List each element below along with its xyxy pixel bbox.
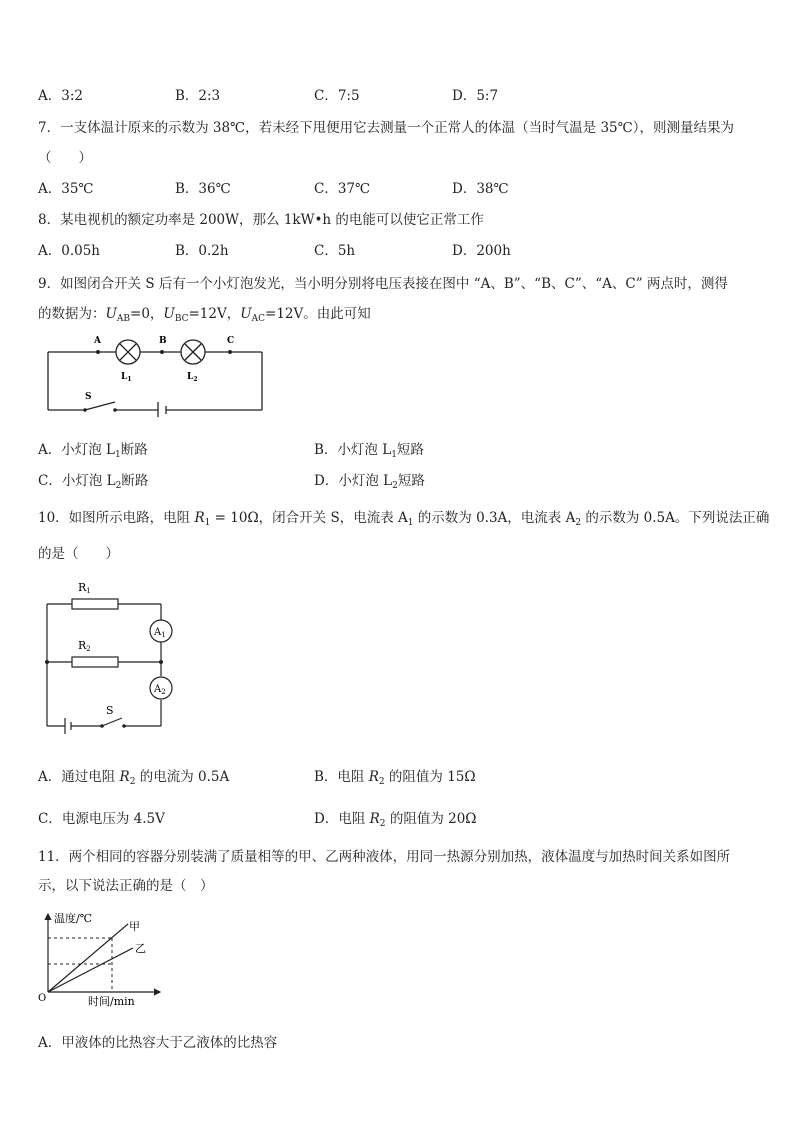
series-yi-line	[48, 948, 133, 992]
q10-stem-line1: 10．如图所示电路，电阻 $R_1 = 10\Omega$，闭合开关 S，电流表 $A_1$ 的示数为 0.3A，电流表 $A_2$ 的示数为 0.5A。下列说法正确	[38, 510, 770, 528]
series-jia-label: 甲	[129, 920, 140, 933]
node-c	[228, 350, 232, 354]
q6-option-a[interactable]: A．3:2	[38, 88, 83, 104]
q9-ubc-sub: BC	[174, 314, 189, 324]
q9-stem-line2	[38, 302, 371, 324]
svg-text:A1: $A_1$	[154, 627, 166, 639]
junction-right	[159, 660, 163, 664]
q8-option-c[interactable]: C．5h	[314, 243, 356, 259]
label-r2: R2	[78, 639, 91, 653]
q9-option-a[interactable]: A．小灯泡 $L_1$断路	[38, 442, 148, 460]
node-a	[96, 350, 100, 354]
q8-stem: 8．某电视机的额定功率是 200W，那么 1kW•h 的电能可以使它正常工作	[38, 212, 484, 228]
q9-uac-sub: AC	[251, 314, 266, 324]
svg-text:A2: $A_2$	[154, 684, 166, 696]
label-r1: R1	[78, 581, 91, 595]
q9-stem-prefix: 的数据为：	[38, 306, 106, 322]
q7-option-a[interactable]: A．35℃	[38, 181, 94, 197]
q9-ubc-symbol: U	[163, 306, 175, 322]
q9-uab-sub: AB	[116, 314, 131, 324]
junction-left	[45, 660, 49, 664]
switch-contact	[113, 408, 117, 412]
ammeter-a2-icon	[150, 677, 172, 699]
q7-option-d[interactable]: D．38℃	[452, 181, 509, 197]
label-l2: $L_2$	[187, 372, 198, 383]
q10-circuit-diagram	[40, 576, 185, 741]
switch-pivot	[100, 724, 104, 728]
q9-ubc-value: =12V，	[188, 306, 241, 322]
label-a: A	[94, 336, 101, 346]
lamp-l1-icon	[116, 340, 140, 364]
q8-option-d[interactable]: D．200h	[452, 243, 511, 259]
series-jia-line	[48, 924, 128, 992]
q9-option-b[interactable]: B．小灯泡 $L_1$短路	[314, 442, 424, 460]
q9-uab-value: =0，	[130, 306, 164, 322]
q9-uab-symbol: U	[105, 306, 117, 322]
q7-option-c[interactable]: C．37℃	[314, 181, 371, 197]
lamp-l2-icon	[181, 340, 205, 364]
q11-temperature-graph	[36, 908, 166, 1012]
q10-option-d[interactable]: D．电阻 $R_2$ 的阻值为 20Ω	[314, 811, 477, 829]
q8-option-a[interactable]: A．0.05h	[38, 243, 101, 259]
q10-option-b[interactable]: B．电阻 $R_2$ 的阻值为 15Ω	[314, 769, 476, 787]
q9-option-c[interactable]: C．小灯泡 $L_2$断路	[38, 473, 149, 491]
q9-uac-value: =12V。由此可知	[265, 306, 371, 322]
origin-label: O	[38, 993, 47, 1004]
q11-stem-line1: 11．两个相同的容器分别装满了质量相等的甲、乙两种液体，用同一热源分别加热，液体温度与加热时间关系如图所	[38, 849, 731, 865]
label-b: B	[159, 336, 167, 346]
label-c: C	[227, 336, 235, 346]
q10-stem-line2: 的是（ ）	[38, 546, 119, 562]
node-b	[160, 350, 164, 354]
q10-option-c[interactable]: C．电源电压为 4.5V	[38, 811, 165, 827]
y-axis-label: 温度/℃	[54, 912, 93, 925]
q9-option-d[interactable]: D．小灯泡 $L_2$短路	[314, 473, 425, 491]
q11-stem-line2: 示，以下说法正确的是（ ）	[38, 878, 214, 894]
q7-option-b[interactable]: B．36℃	[175, 181, 231, 197]
x-axis-label: 时间/min	[88, 995, 135, 1008]
q6-option-d[interactable]: D．5:7	[452, 88, 499, 104]
q6-option-c[interactable]: C．7:5	[314, 88, 360, 104]
q7-stem-line2: （ ）	[38, 150, 92, 166]
q8-option-b[interactable]: B．0.2h	[175, 243, 229, 259]
label-s: S	[85, 392, 92, 402]
q10-option-a[interactable]: A．通过电阻 $R_2$ 的电流为 0.5A	[38, 769, 230, 787]
q7-stem-line1: 7．一支体温计原来的示数为 38℃，若未经下甩便用它去测量一个正常人的体温（当时气温是 35℃），则测量结果为	[38, 120, 734, 136]
q11-option-a[interactable]: A．甲液体的比热容大于乙液体的比热容	[38, 1035, 278, 1051]
switch-pivot	[83, 408, 87, 412]
ammeter-a1-icon	[150, 620, 172, 642]
q9-circuit-diagram	[40, 332, 270, 417]
series-yi-label: 乙	[135, 942, 146, 955]
label-l1: $L_1$	[121, 372, 132, 383]
switch-contact	[122, 724, 126, 728]
label-s: S	[106, 704, 114, 717]
q6-option-b[interactable]: B．2:3	[175, 88, 221, 104]
q9-uac-symbol: U	[240, 306, 252, 322]
q9-stem-line1: 9．如图闭合开关 S 后有一个小灯泡发光，当小明分别将电压表接在图中 “A、B”、“B、C”、“A、C” 两点时，测得	[38, 276, 728, 292]
